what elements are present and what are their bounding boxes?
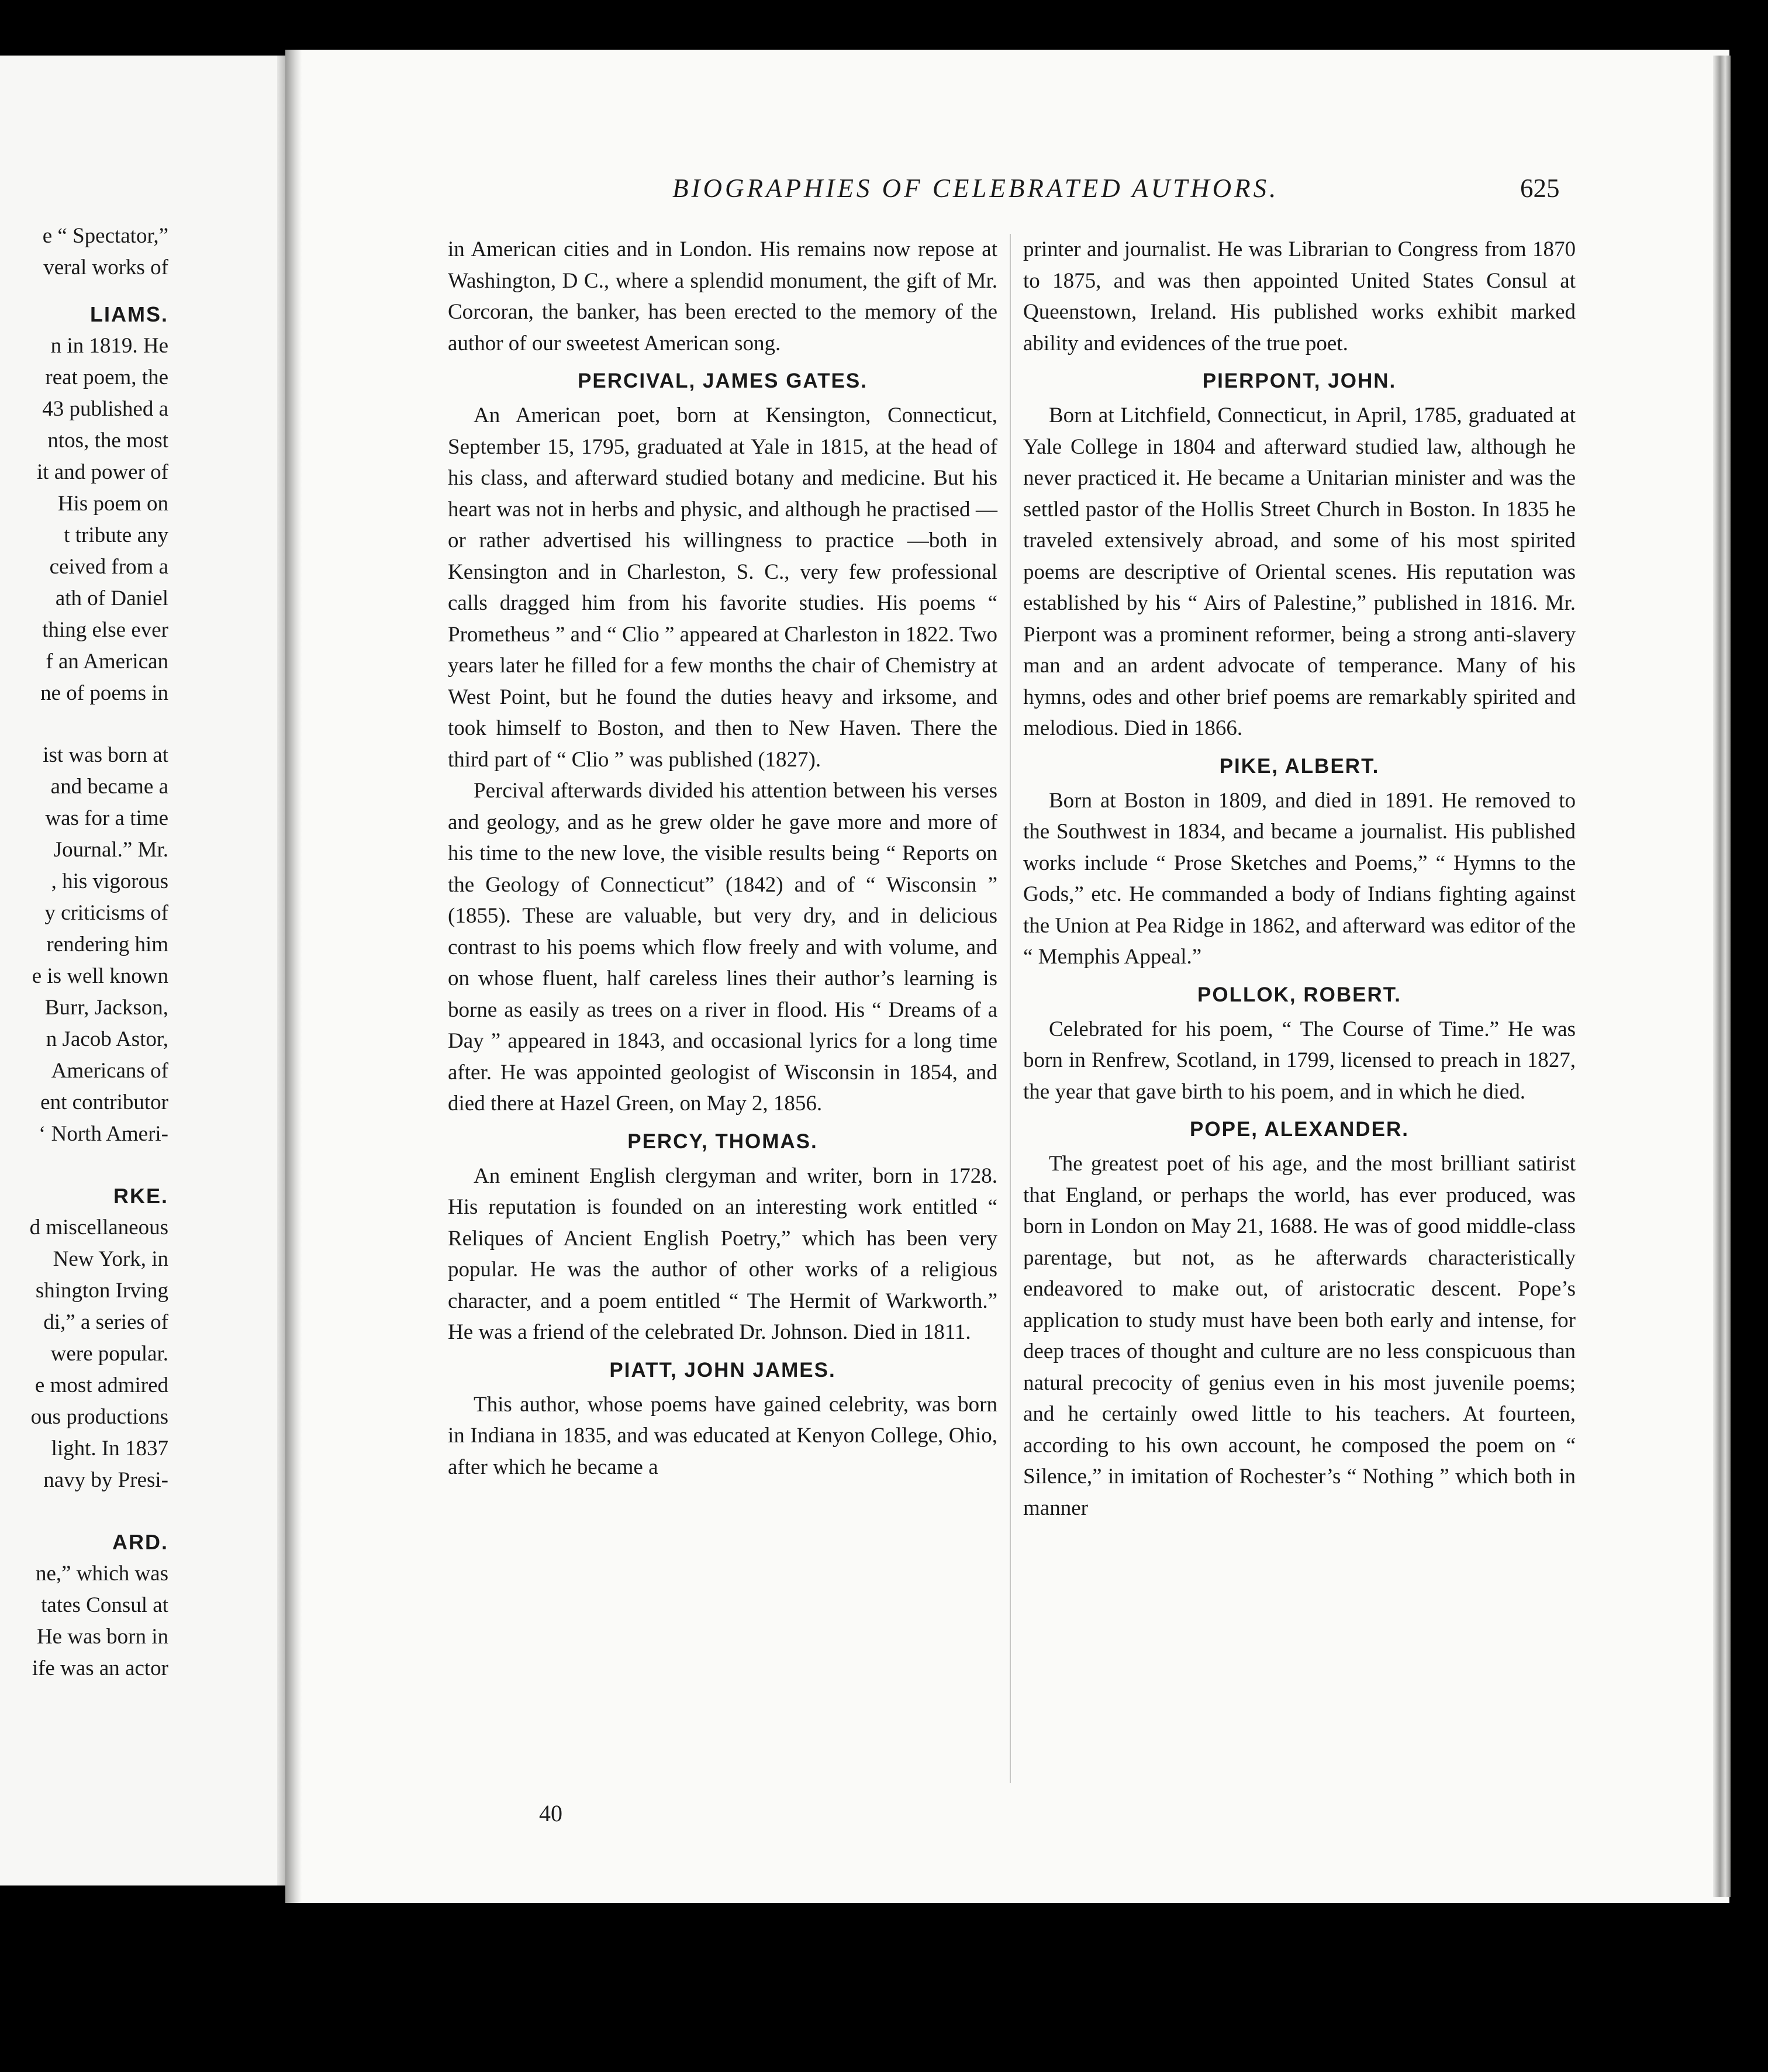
left-line: ath of Daniel <box>55 586 168 610</box>
paragraph: An eminent English clergyman and writer, born in 1728. His reputation is founded on an interesting work entitled “ Reliques of Ancient English Poetry,” which has been very popular. He was the author of other works of a religious character, and a poem entitled “ The Hermit of Warkworth.” He was a friend of the celebrated Dr. Johnson. Died in 1811. <box>448 1163 997 1344</box>
left-heading: RKE. <box>113 1184 168 1208</box>
left-line: rendering him <box>46 933 168 956</box>
left-line: , his vigorous <box>51 869 168 893</box>
left-line: Journal.” Mr. <box>53 838 168 862</box>
left-line: e is well known <box>32 964 168 988</box>
left-line: was for a time <box>45 806 168 830</box>
left-heading: LIAMS. <box>90 302 168 326</box>
left-line: veral works of <box>43 255 168 279</box>
entry-heading: PIKE, ALBERT. <box>1219 754 1380 778</box>
paragraph: This author, whose poems have gained celebrity, was born in Indiana in 1835, and was educated at Kenyon College, Ohio, after which he became a <box>448 1392 997 1479</box>
left-line: ife was an actor <box>32 1656 168 1680</box>
left-line: di,” a series of <box>43 1310 168 1334</box>
paragraph: Born at Boston in 1809, and died in 1891. He removed to the Southwest in 1834, and became a journalist. His published works include “ Prose Sketches and Poems,” “ Hymns to the Gods,” etc. He commanded a body of Indians fighting against the Union at Pea Ridge in 1862, and afterward was editor of the “ Memphis Appeal.” <box>1023 788 1576 969</box>
paragraph: printer and journalist. He was Librarian to Congress from 1870 to 1875, and was then appointed United States Consul at Queenstown, Ireland. His published works exhibit marked ability and evidences of the true poet. <box>1023 237 1576 355</box>
left-line: New York, in <box>53 1247 168 1271</box>
left-line: and became a <box>50 775 168 799</box>
left-line: Americans of <box>51 1059 168 1083</box>
left-line: f an American <box>46 650 168 674</box>
line-gap <box>0 1511 168 1527</box>
left-line: ne,” which was <box>35 1562 168 1586</box>
paragraph: Celebrated for his poem, “ The Course of Time.” He was born in Renfrew, Scotland, in 1799, licensed to preach in 1827, the year that gave birth to his poem, and in which he died. <box>1023 1017 1576 1104</box>
page-number: 625 <box>1520 174 1560 203</box>
left-line: ist was born at <box>43 743 168 767</box>
left-line: ent contributor <box>40 1090 168 1114</box>
running-title: BIOGRAPHIES OF CELEBRATED AUTHORS. <box>672 174 1279 203</box>
paragraph: The greatest poet of his age, and the most brilliant satirist that England, or perhaps the world, has ever produced, was born in London on May 21, 1688. He was of good middle-class parentage, but not, as he afterwards characteristically endeavored to make out, of aristocratic descent. Pope’s application to study must have been both early and intense, for deep traces of thought and culture are no less conspicuous than natural precocity of genius even in his most juvenile poems; and he certainly owed little to his teachers. At fourteen, according to his own account, he composed the poem on “ Silence,” in imitation of Rochester’s “ Nothing ” which both in manner <box>1023 1152 1576 1520</box>
left-line: tates Consul at <box>41 1593 168 1617</box>
paragraph: Percival afterwards divided his attention between his verses and geology, and as he grew older he gave more and more of his time to the new love, the visible results being “ Reports on the Geology of Connecticut” (1842) and of “ Wisconsin ” (1855). These are valuable, but very dry, and in delicious contrast to his poems which flow freely and with volume, and on whose fluent, half careless lines their author’s learning is borne as easily as trees on a river in flood. His “ Dreams of a Day ” appeared in 1843, and occasional lyrics for a long time after. He was appointed geologist of Wisconsin in 1854, and died there at Hazel Green, on May 2, 1856. <box>448 779 997 1116</box>
left-heading: ARD. <box>112 1530 168 1554</box>
left-line: e most admired <box>34 1373 168 1397</box>
paragraph: Born at Litchfield, Connecticut, in April, 1785, graduated at Yale College in 1804 and afterward studied law, although he never practiced it. He became a Unitarian minister and was the settled pastor of the Hollis Street Church in Boston. In 1835 he traveled extensively abroad, and some of his most spirited poems are descriptive of Oriental scenes. His reputation was established by his “ Airs of Palestine,” published in 1816. Mr. Pierpont was a prominent reformer, being a strong anti-slavery man and an ardent advocate of temperance. Many of his hymns, odes and other brief poems are remarkably spirited and melodious. Died in 1866. <box>1023 403 1576 740</box>
right-page-gutter <box>285 50 302 1903</box>
entry-heading: POLLOK, ROBERT. <box>1197 983 1401 1006</box>
left-line: ous productions <box>30 1405 168 1429</box>
left-line: ne of poems in <box>40 681 168 705</box>
left-line: 43 published a <box>42 397 168 421</box>
line-gap <box>0 1496 168 1511</box>
left-line: light. In 1837 <box>51 1436 168 1460</box>
entry-heading: POPE, ALEXANDER. <box>1190 1118 1409 1141</box>
entry-heading: PIERPONT, JOHN. <box>1202 369 1397 392</box>
entry-heading: PIATT, JOHN JAMES. <box>609 1358 836 1382</box>
left-line: He was born in <box>36 1625 168 1649</box>
page-edge <box>1713 56 1731 1897</box>
left-line: n in 1819. He <box>50 334 168 358</box>
line-gap <box>0 724 168 740</box>
column-right <box>1023 234 1576 1524</box>
left-line: His poem on <box>57 492 168 516</box>
line-gap <box>0 284 168 299</box>
left-line: y criticisms of <box>44 901 168 925</box>
left-line: e “ Spectator,” <box>42 224 168 248</box>
left-line: n Jacob Astor, <box>46 1027 168 1051</box>
column-divider <box>1010 234 1011 1783</box>
line-gap <box>0 1165 168 1180</box>
left-page-gutter <box>277 56 285 1885</box>
entry-heading: PERCIVAL, JAMES GATES. <box>578 369 868 392</box>
left-page-text <box>0 220 168 1684</box>
entry-heading: PERCY, THOMAS. <box>627 1130 818 1153</box>
paragraph: in American cities and in London. His remains now repose at Washington, D C., where a splendid monument, the gift of Mr. Corcoran, the banker, has been erected to the memory of the author of our sweetest American song. <box>448 237 997 355</box>
left-line: Burr, Jackson, <box>44 996 168 1020</box>
left-line: ‘ North Ameri- <box>39 1122 168 1146</box>
paragraph: An American poet, born at Kensington, Connecticut, September 15, 1795, graduated at Yale in 1815, at the head of his class, and afterward studied botany and medicine. But his heart was not in herbs and physic, and although he practised —or rather advertised his willingness to practice —both in Kensington and in Charleston, S. C., very few professional calls dragged him from his favorite studies. His poems “ Prometheus ” and “ Clio ” appeared at Charleston in 1822. Two years later he filled for a few months the chair of Chemistry at West Point, but he found the duties heavy and irksome, and took himself to Boston, and then to New Haven. There the third part of “ Clio ” was published (1827). <box>448 403 997 772</box>
left-line: were popular. <box>50 1342 168 1366</box>
line-gap <box>0 1150 168 1165</box>
column-left <box>448 234 997 1483</box>
signature-mark: 40 <box>539 1800 562 1826</box>
left-line: navy by Presi- <box>43 1468 168 1492</box>
left-line: it and power of <box>36 460 168 484</box>
line-gap <box>0 709 168 724</box>
left-line: t tribute any <box>64 523 168 547</box>
left-line: ntos, the most <box>47 429 168 453</box>
left-line: d miscellaneous <box>29 1215 168 1239</box>
left-line: reat poem, the <box>45 365 168 389</box>
left-line: shington Irving <box>35 1279 168 1303</box>
left-line: thing else ever <box>42 618 168 642</box>
left-line: ceived from a <box>49 555 168 579</box>
